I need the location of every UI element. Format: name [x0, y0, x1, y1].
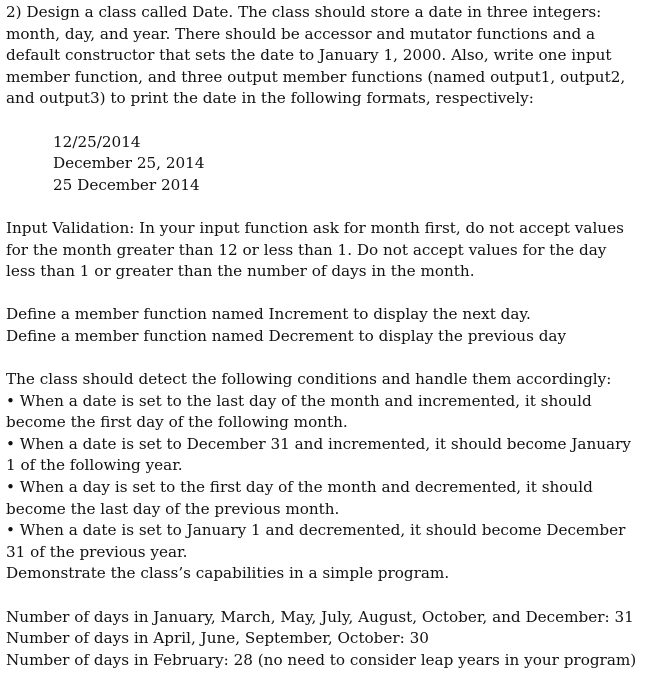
spacer — [6, 283, 638, 305]
condition-item: • When a date is set to the last day of the month and incremented, it should become the first day of the following month. — [6, 391, 592, 432]
assignment-document — [6, 2, 638, 671]
demonstrate-instruction: Demonstrate the class’s capabilities in a simple program. — [6, 564, 450, 583]
spacer — [6, 110, 638, 132]
decrement-definition: Define a member function named Decrement to display the previous day — [6, 326, 567, 345]
date-format-examples — [6, 132, 638, 197]
days-30-line: Number of days in April, June, September, October: 30 — [6, 629, 429, 648]
input-validation-paragraph: Input Validation: In your input function ask for month first, do not accept values for the month greater than 12 or less than 1. Do not accept values for the day less than 1 or greater than the number of days in the month. — [6, 218, 624, 281]
condition-item: • When a date is set to December 31 and incremented, it should become January 1 of the following year. — [6, 434, 631, 475]
spacer — [6, 348, 638, 370]
condition-item: • When a date is set to January 1 and decremented, it should become December 31 of the previous year. — [6, 521, 626, 561]
conditions-section — [6, 369, 638, 585]
conditions-intro: The class should detect the following conditions and handle them accordingly: — [6, 370, 612, 389]
days-31-line: Number of days in January, March, May, July, August, October, and December: 31 — [6, 607, 634, 626]
days-in-month-info — [6, 607, 638, 672]
format-numeric: 12/25/2014 — [53, 132, 141, 151]
member-functions — [6, 304, 638, 347]
increment-definition: Define a member function named Increment to display the next day. — [6, 305, 531, 324]
format-day-first: 25 December 2014 — [53, 175, 200, 194]
days-28-line: Number of days in February: 28 (no need to consider leap years in your program) — [6, 650, 637, 669]
intro-paragraph: 2) Design a class called Date. The class should store a date in three integers: month, day, and year. There should be accessor and mutator functions and a default constructor that sets the date to January 1, 2000. Also, write one input member function, and three output member functions (named output1, output2, and output3) to print the date in the following formats, respectively: — [6, 3, 626, 108]
condition-item: • When a day is set to the first day of the month and decremented, it should become the last day of the previous month. — [6, 478, 593, 518]
spacer — [6, 196, 638, 218]
spacer — [6, 585, 638, 607]
format-long: December 25, 2014 — [53, 154, 205, 173]
